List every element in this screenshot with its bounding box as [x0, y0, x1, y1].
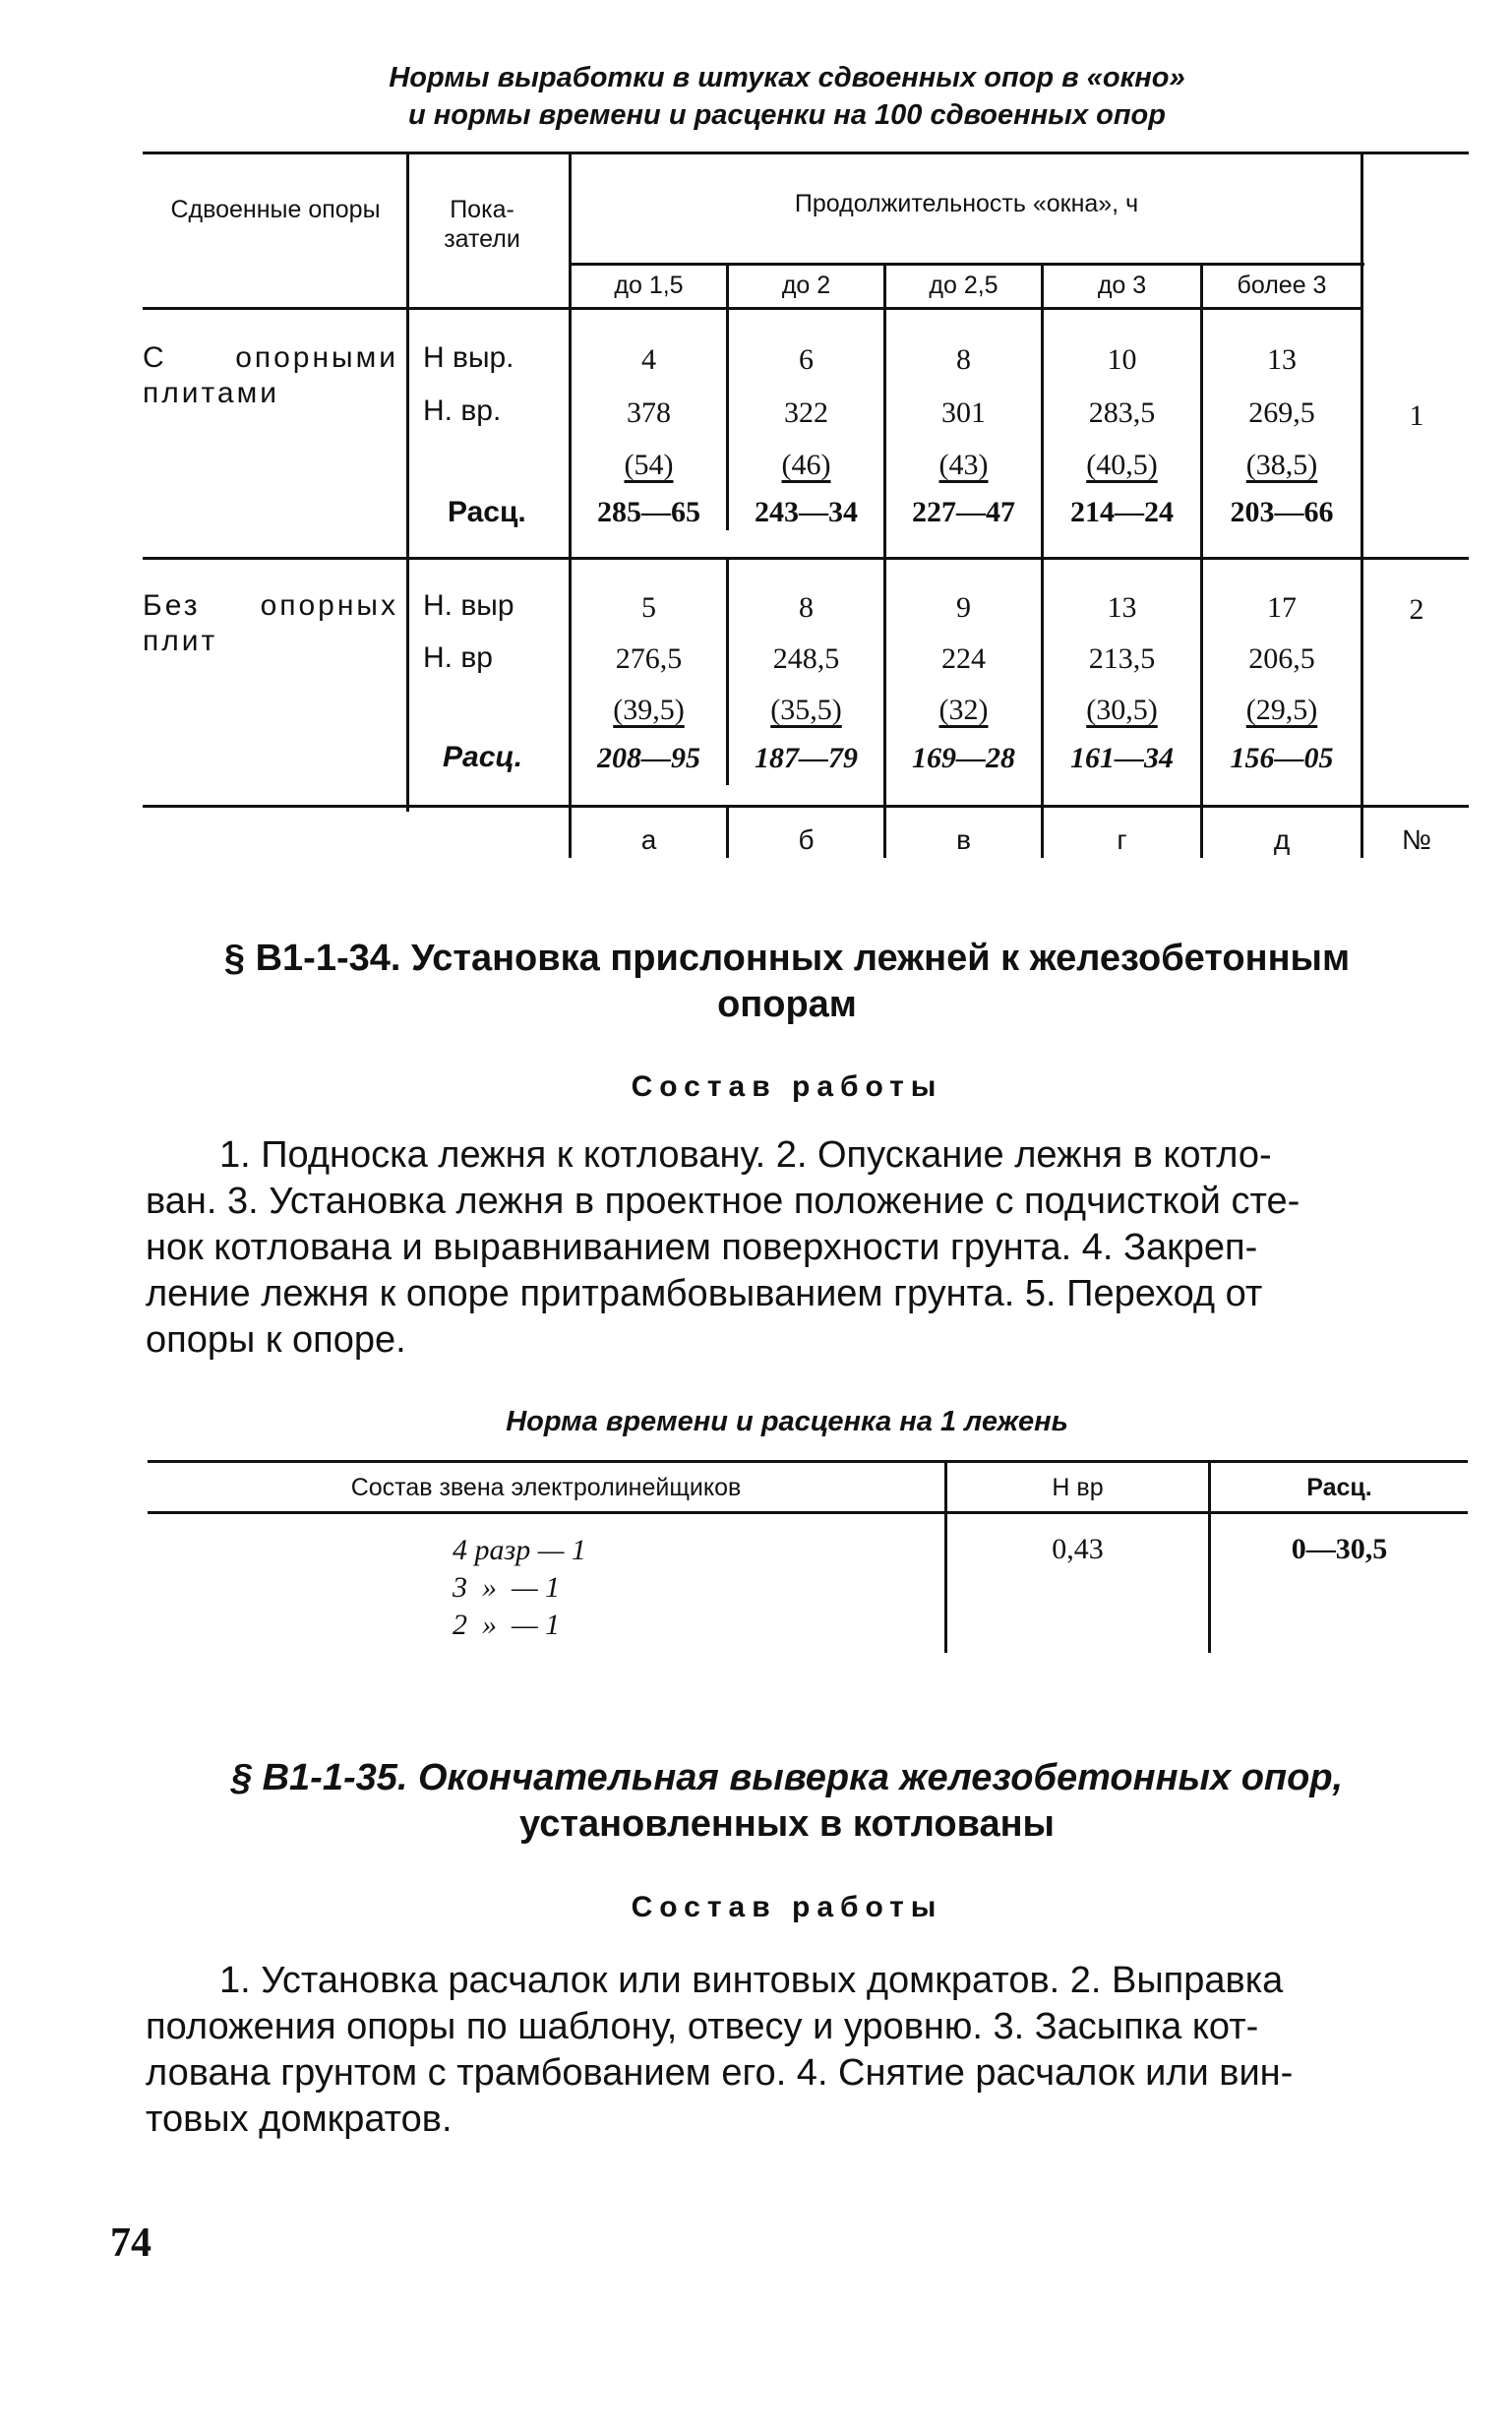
table2-header-rule	[148, 1511, 1468, 1514]
table1-row2-sub-2: (32)	[938, 694, 989, 726]
section35-subtitle: Состав работы	[631, 1891, 943, 1923]
section34-line-4: опоры к опоре.	[146, 1319, 406, 1361]
table1-row2-ind-rasc: Расц.	[443, 741, 523, 773]
table1-letter-0: а	[640, 824, 657, 855]
table1-row2-vr-2: 224	[941, 642, 986, 675]
table1-letter-4: д	[1273, 824, 1291, 855]
table1-number-label: №	[1401, 824, 1432, 855]
table1-row1-support: С опорными плитами	[143, 341, 398, 409]
table1-body-bottom-rule	[143, 805, 1469, 808]
section35-title-line2: установленных в котлованы	[519, 1803, 1055, 1845]
table1-row2-vyr-1: 8	[799, 591, 814, 624]
table1-row1-rasc-4: 203—66	[1230, 496, 1334, 528]
table2-crew-2: 2 » — 1	[453, 1609, 561, 1641]
table1-row1-sub-3: (40,5)	[1086, 449, 1158, 481]
table1-duration-rule	[571, 263, 1364, 266]
table1-row1-rasc-1: 243—34	[755, 496, 858, 528]
section35-line-0: 1. Установка расчалок или винтовых домкратов. 2. Выправка	[219, 1960, 1284, 2001]
table1-head-duration: Продолжительность «окна», ч	[794, 190, 1139, 217]
table1-row1-number: 1	[1409, 399, 1424, 432]
table1-letter-3: г	[1117, 824, 1127, 855]
table1-letter-1: б	[798, 824, 815, 855]
table1-row1-rasc-3: 214—24	[1070, 496, 1174, 528]
table1-row1-vyr-4: 13	[1267, 343, 1297, 376]
table1-row1-vr-4: 269,5	[1248, 396, 1315, 429]
table1-head-supports: Сдвоенные опоры	[170, 196, 381, 223]
table1-row2-vr-1: 248,5	[772, 642, 840, 675]
table2-crew-1: 3 » — 1	[453, 1571, 561, 1604]
table1-row2-ind-vr: Н. вр	[423, 641, 493, 674]
table1-row2-vyr-2: 9	[956, 591, 971, 624]
section34-line-3: ление лежня к опоре притрамбовыванием грунта. 5. Переход от	[146, 1273, 1263, 1314]
table1-row2-vyr-4: 17	[1267, 591, 1297, 624]
table2-head-nvr: Н вр	[1052, 1474, 1104, 1501]
section34-subtitle: Состав работы	[631, 1070, 943, 1103]
section34-title-line2: опорам	[717, 984, 857, 1025]
table1-row2-rasc-0: 208—95	[597, 742, 700, 774]
table1-row1-sub-4: (38,5)	[1245, 449, 1318, 481]
table2-head-rasc: Расц.	[1306, 1474, 1372, 1501]
table1-row2-sub-1: (35,5)	[770, 694, 842, 726]
table1-row2-vyr-0: 5	[641, 591, 656, 624]
section34-paragraph	[146, 1132, 1464, 1364]
table1-row2-rasc-2: 169—28	[912, 742, 1015, 774]
table2-head-crew: Состав звена электролинейщиков	[350, 1474, 742, 1501]
section35-line-1: положения опоры по шаблону, отвесу и уровню. 3. Засыпка кот-	[146, 2006, 1259, 2047]
table1-row2-ind-vyr: Н. выр	[423, 589, 514, 622]
table1-row1-vyr-0: 4	[641, 343, 656, 376]
table1-row1-rasc-0: 285—65	[597, 496, 700, 528]
table1-row1-rasc-2: 227—47	[912, 496, 1015, 528]
section34-line-0: 1. Подноска лежня к котловану. 2. Опускание лежня в котло-	[219, 1134, 1272, 1176]
page-number: 74	[110, 2220, 151, 2266]
table1-row1-vr-2: 301	[941, 396, 986, 429]
table1-row1-sub-1: (46)	[781, 449, 831, 481]
table1-duration-4: более 3	[1237, 272, 1327, 299]
table1-row1-vyr-1: 6	[799, 343, 814, 376]
table1-duration-0: до 1,5	[614, 272, 684, 299]
section35-title-line1: § В1-1-35. Окончательная выверка железобетонных опор,	[230, 1757, 1344, 1798]
table1-row1-vyr-3: 10	[1107, 343, 1137, 376]
table1-row2-sub-0: (39,5)	[613, 694, 685, 726]
table1-row2-vr-4: 206,5	[1248, 642, 1315, 675]
table1-row1-vr-0: 378	[627, 396, 671, 429]
table2-top-rule	[148, 1460, 1468, 1463]
section34-line-2: нок котлована и выравниванием поверхности грунта. 4. Закреп-	[146, 1227, 1258, 1268]
section35-line-2: лована грунтом с трамбованием его. 4. Снятие расчалок или вин-	[146, 2052, 1294, 2094]
table1-header-bottom-rule	[143, 307, 1362, 310]
table1-row2-vyr-3: 13	[1107, 591, 1137, 624]
table1-row2-number: 2	[1409, 593, 1424, 626]
table1-row2-support: Без опорных плит	[143, 589, 398, 657]
table1-row1-sub-0: (54)	[624, 449, 674, 481]
section34-title-line1: § В1-1-34. Установка прислонных лежней к железобетонным	[223, 938, 1351, 979]
table1-col-divider-7	[1361, 152, 1363, 858]
table2-crew-0: 4 разр — 1	[453, 1534, 586, 1566]
table1-row2-vr-3: 213,5	[1088, 642, 1156, 675]
table1-top-rule	[143, 152, 1469, 154]
table1-head-indicators: Пока- затели	[444, 196, 520, 253]
table1-row2-sub-4: (29,5)	[1245, 694, 1318, 726]
table1-duration-2: до 2,5	[929, 272, 998, 299]
table1-row1-vr-1: 322	[784, 396, 828, 429]
table2-rasc-value: 0—30,5	[1291, 1533, 1388, 1565]
table1-row-divider	[143, 557, 1469, 560]
table1-row1-ind-vyr: Н выр.	[423, 341, 514, 374]
table1-duration-1: до 2	[781, 272, 831, 299]
table1-row2-rasc-1: 187—79	[755, 742, 858, 774]
table1-caption-line1: Нормы выработки в штуках сдвоенных опор в «окно»	[389, 62, 1185, 93]
table1-col-divider-1	[406, 152, 409, 812]
section35-line-3: товых домкратов.	[146, 2098, 453, 2140]
table2-caption: Норма времени и расценка на 1 лежень	[506, 1406, 1068, 1437]
table1-row2-rasc-4: 156—05	[1230, 742, 1334, 774]
table1-row1-sub-2: (43)	[938, 449, 989, 481]
table1-row2-sub-3: (30,5)	[1086, 694, 1158, 726]
section35-paragraph	[146, 1958, 1464, 2143]
table1-row1-vr-3: 283,5	[1088, 396, 1156, 429]
table1-row1-ind-vr: Н. вр.	[423, 395, 502, 427]
table2-nvr-value: 0,43	[1052, 1533, 1104, 1565]
section34-line-1: ван. 3. Установка лежня в проектное положение с подчисткой сте-	[146, 1181, 1300, 1222]
table1-row1-ind-rasc: Расц.	[448, 496, 526, 528]
table1-caption-line2: и нормы времени и расценки на 100 сдвоенных опор	[407, 99, 1166, 131]
table1-duration-3: до 3	[1097, 272, 1147, 299]
table1-row2-vr-0: 276,5	[615, 642, 683, 675]
table1-letter-2: в	[956, 824, 971, 855]
table1-row1-vyr-2: 8	[956, 343, 971, 376]
table1-row2-rasc-3: 161—34	[1070, 742, 1174, 774]
